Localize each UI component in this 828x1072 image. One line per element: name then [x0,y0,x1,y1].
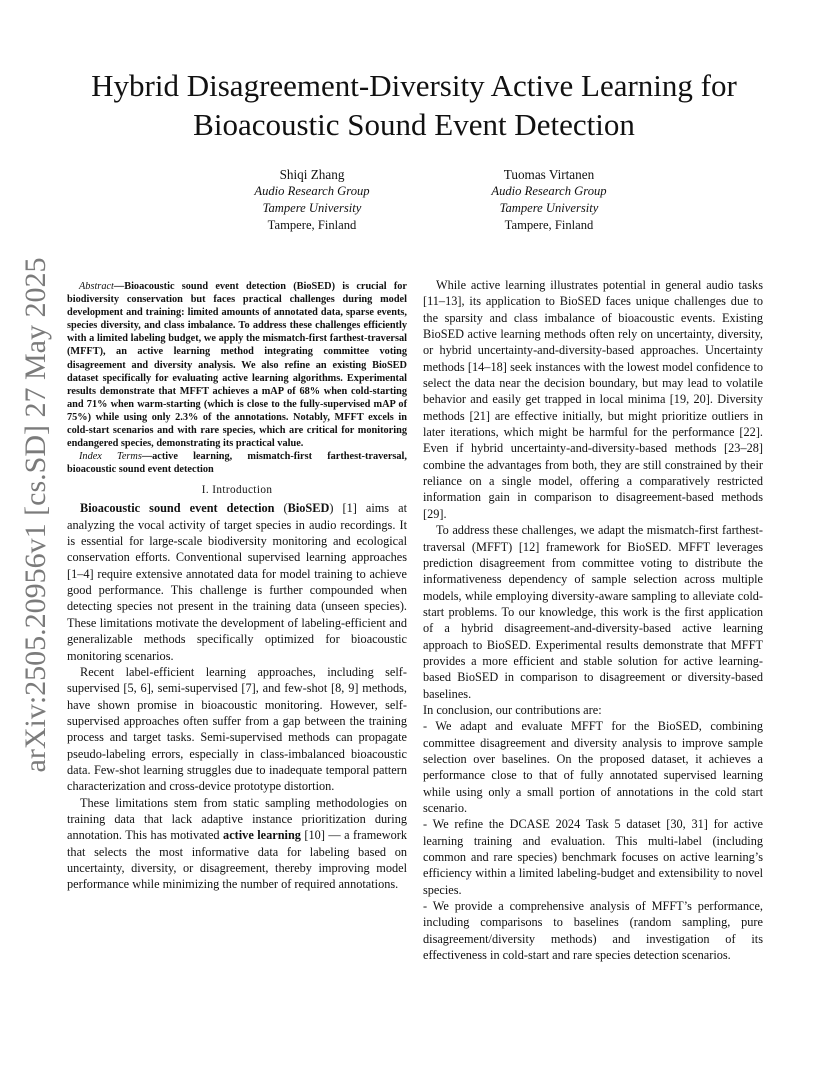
author-group: Audio Research Group [491,184,607,198]
paragraph-text: [10] — a framework that selects the most informative data for labeling based on uncertainty, diversity, or disagreement, thereby improving model performance while minimizing the number of required annotations. [67,828,407,892]
author-group: Audio Research Group [254,184,370,198]
index-terms-label: Index Terms [79,451,142,463]
left-column [67,280,407,893]
author-name: Shiqi Zhang [279,167,345,182]
right-paragraph-2: To address these challenges, we adapt the mismatch-first farthest-traversal (MFFT) [12] framework for BioSED. MFFT leverages prediction disagreement from committee voting to distribute the informativeness dependency of sample selection across multiple models, while employing diversity-aware sampling to alleviate cold-start problems. To our knowledge, this work is the first application of a hybrid disagreement-and-diversity-based active learning approach to BioSED. Experimental results demonstrate that MFFT provides a more efficient and stable solution for active learning-based BioSED in comparison to disagreement or diversity-based baselines. [423,523,763,701]
author-city: Tampere, Finland [267,218,357,232]
arxiv-sidebar [14,257,58,773]
abstract-label: Abstract [79,281,114,292]
right-paragraph-1: While active learning illustrates potential in general audio tasks [11–13], its application to BioSED faces unique challenges due to the sparsity and class imbalance of bioacoustic events. Existing BioSED active learning methods often rely on uncertainty, diversity, or hybrid uncertainty-and-diversity-based approaches. Uncertainty methods [14–18] seek instances with the lowest model confidence to select the data near the decision boundary, but may lead to volatile behavior and easily get trapped in local minima [19, 20]. Diversity methods [21] are effective initially, but might prioritize outliers in later iterations, which might be harmful for the performance [22]. Even if hybrid uncertainty-and-diversity-based methods [23–28] combine the advantages from both, they are still constrained by their reliance on a single model, offering a comparatively restricted information gain in comparison to disagreement-based methods [29]. [423,278,763,521]
bold-term: active learning [223,828,301,843]
intro-body [67,500,407,892]
abstract [67,280,407,476]
paper-title: Hybrid Disagreement-Diversity Active Learning for Bioacoustic Sound Event Detection [91,68,737,142]
contribution-bullet-1: - We adapt and evaluate MFFT for the BioSED, combining committee disagreement and diversity analysis to improve sample selection over baselines. On the proposed dataset, it achieves a performance close to that of fully annotated supervised learning while using only a small portion of annotations in the cold start scenario. [423,719,763,815]
author-city: Tampere, Finland [504,218,594,232]
index-terms-text: —active learning, mismatch-first farthest-traversal, bioacoustic sound event detection [67,451,407,476]
index-terms [67,450,407,476]
bold-term: Bioacoustic sound event detection [80,501,275,516]
contributions-intro: In conclusion, our contributions are: [423,702,602,717]
section-heading: I. Introduction [201,484,273,497]
right-column [423,277,763,963]
paragraph-text: These limitations stem from static sampling methodologies on training data that lack adaptive instance prioritization during annotation. This has motivated [67,795,407,843]
intro-paragraph-2: Recent label-efficient learning approaches, including self-supervised [5, 6], semi-supervised [7], and few-shot [8, 9] methods, have shown promise in bioacoustic monitoring. However, self-supervised approaches often suffer from a gap between the training process and target tasks. Semi-supervised methods can propagate pseudo-labeling errors, especially in class-imbalanced bioacoustic data. Few-shot learning struggles due to inadequate temporal pattern characterization and cross-device prototype distortion. [67,664,407,794]
abstract-paragraph [67,280,407,450]
paren-text: ( [274,501,288,516]
intro-paragraph-1 [67,500,407,663]
author-block-2 [429,166,669,234]
author-university: Tampere University [262,201,362,215]
author-university: Tampere University [499,201,599,215]
contribution-bullet-2: - We refine the DCASE 2024 Task 5 dataset [30, 31] for active learning training and evaluation. This multi-label (including common and rare species) benchmark focuses on active learning’s efficiency within a limited labeling-budget and extensibility to novel species. [423,817,763,897]
author-name: Tuomas Virtanen [503,167,595,182]
author-block-1 [192,166,432,234]
bold-acronym: BioSED [287,501,330,516]
paragraph-text: ) [1] aims at analyzing the vocal activity of target species in audio recordings. It is essential for large-scale biodiversity monitoring and ecological conservation efforts. Conventional supervised learning approaches [1–4] require extensive annotated data for model training to achieve good performance. This challenge is further compounded when detecting species not present in the training data (unseen species). These limitations motivate the development of labeling-efficient and generalizable methods specifically optimized for bioacoustic monitoring scenarios. [67,501,407,663]
intro-paragraph-3 [67,795,407,893]
contribution-bullet-3: - We provide a comprehensive analysis of MFFT’s performance, including comparisons to baselines (random sampling, pure disagreement/diversity methods) and investigation of its effectiveness in cold-start and rare species detection scenarios. [423,899,763,963]
abstract-text: —Bioacoustic sound event detection (BioSED) is crucial for biodiversity conservation but faces practical challenges during model development and training: limited amounts of annotated data, sparse events, species diversity, and class imbalance. To address these challenges efficiently with a limited labeling budget, we apply the mismatch-first farthest-traversal (MFFT), an active learning method integrating committee voting disagreement and diversity analysis. We also refine an existing BioSED dataset specifically for evaluating active learning algorithms. Experimental results demonstrate that MFFT achieves a mAP of 68% when cold-starting and 71% when warm-starting (which is close to the fully-supervised mAP of 75%) while using only 2.3% of the annotations. Notably, MFFT excels in cold-start scenarios and with rare species, which are critical for monitoring endangered species, demonstrating its practical value. [67,281,407,450]
arxiv-identifier: arXiv:2505.20956v1 [cs.SD] 27 May 2025 [19,257,52,773]
